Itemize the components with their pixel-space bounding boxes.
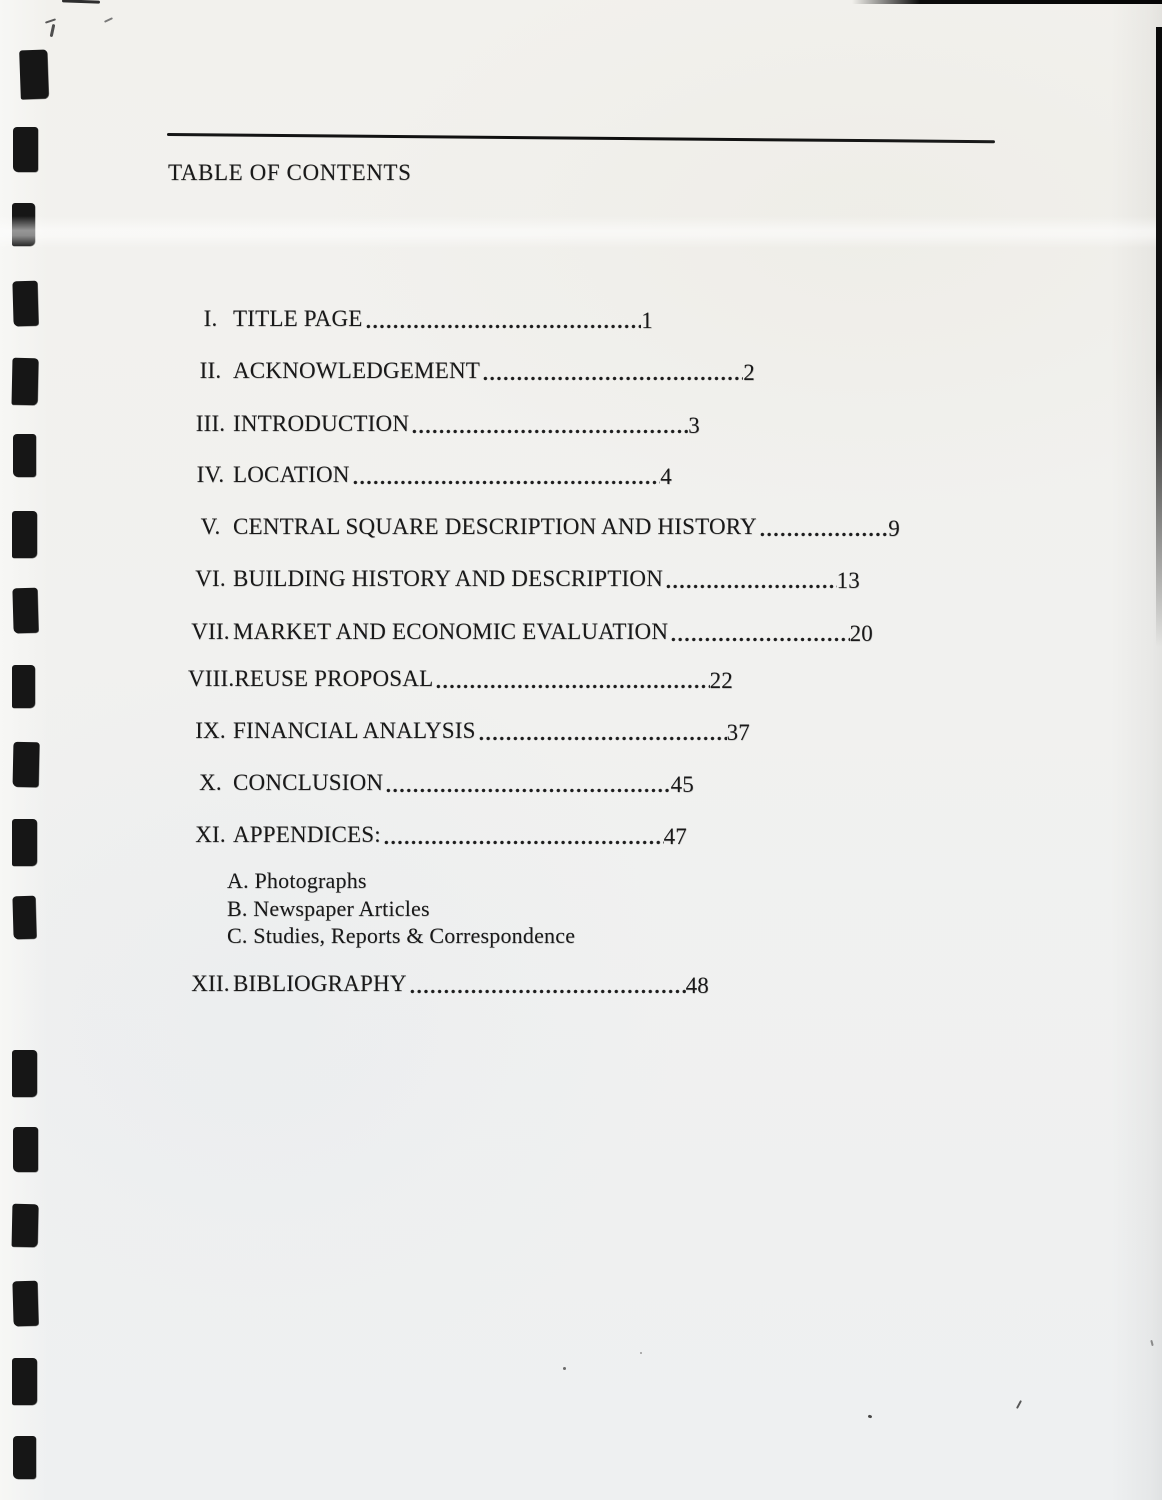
toc-entry-page-number: 20 [849,621,873,646]
toc-entry-title: FINANCIAL ANALYSIS [233,718,476,743]
binding-mark [12,819,37,866]
dot-leader [482,356,743,386]
scan-speck [1150,1340,1153,1346]
toc-entry-page-number: 1 [641,308,653,333]
toc-entry-numeral: XII. [191,971,230,996]
dot-leader [365,304,642,334]
binding-mark [12,1204,39,1248]
binding-mark [12,1358,37,1405]
binding-mark [13,742,40,788]
binding-mark [13,127,38,172]
toc-entry-page-number: 2 [743,360,755,385]
toc-entry-page-number: 45 [670,772,694,797]
binding-mark [12,1050,37,1097]
toc-entry-page-number: 22 [709,668,733,693]
scan-edge-mark [62,0,100,4]
scan-speck [563,1367,566,1370]
appendix-list [227,867,575,950]
binding-mark [12,203,35,246]
dot-leader [759,512,888,542]
toc-entry-title: REUSE PROPOSAL [234,666,434,691]
binding-mark [13,434,36,477]
toc-entry-title: TITLE PAGE [233,306,363,331]
binding-strip [0,0,60,1500]
toc-entry-title: BUILDING HISTORY AND DESCRIPTION [233,566,664,591]
toc-entry-page-number: 9 [888,516,900,541]
toc-entry [188,716,750,746]
header-rule [167,133,995,143]
toc-entry-title: BIBLIOGRAPHY [233,971,407,996]
toc-entry-title: LOCATION [233,462,350,487]
toc-entry-title: INTRODUCTION [233,411,410,436]
toc-entry-title: APPENDICES: [233,822,381,847]
toc-entry-title: CONCLUSION [233,770,384,795]
toc-entry [188,617,873,647]
toc-entry [188,664,733,694]
binding-mark [12,358,39,406]
toc-entry-numeral: IX. [195,718,226,743]
scan-speck [1016,1400,1022,1409]
toc-entry-numeral: VI. [195,566,226,591]
toc-entry [188,969,709,999]
scan-light-band [0,216,1162,248]
toc-entry [188,820,687,850]
binding-mark [13,1127,38,1172]
binding-mark [19,50,49,100]
toc-entry-numeral: V. [200,514,221,539]
dot-leader [411,409,688,439]
toc-entry-page-number: 4 [660,464,672,489]
pen-mark [104,17,113,23]
toc-entry [188,768,694,798]
binding-mark [12,1281,38,1327]
toc-entry-page-number: 47 [663,824,687,849]
dot-leader [435,664,709,694]
scan-edge-shadow-right [1156,27,1162,647]
binding-mark [12,665,35,708]
binding-mark [12,588,38,634]
toc-entry-page-number: 37 [726,720,750,745]
appendix-item: C. Studies, Reports & Correspondence [227,923,576,948]
toc-entry [188,356,755,386]
page-title: TABLE OF CONTENTS [168,160,412,185]
dot-leader [383,820,664,850]
dot-leader [409,969,686,999]
toc-entry-numeral: VII. [191,619,230,644]
dot-leader [478,716,727,746]
toc-entry [188,460,672,490]
toc-entry-numeral: IV. [196,462,225,487]
dot-leader [352,460,661,490]
binding-mark [12,511,37,558]
toc-entry-numeral: I. [203,306,218,331]
toc-entry-numeral: III. [195,411,226,436]
toc-entry-numeral: VIII. [188,666,235,691]
binding-mark [12,281,38,327]
toc-entry-numeral: XI. [195,822,226,847]
toc-entry [188,512,900,542]
toc-entry-title: ACKNOWLEDGEMENT [233,358,481,383]
toc-entry-numeral: X. [199,770,222,795]
dot-leader [665,564,837,594]
scan-speck [640,1352,642,1354]
scan-speck [868,1414,873,1418]
toc-entry-title: MARKET AND ECONOMIC EVALUATION [233,619,669,644]
appendix-item: B. Newspaper Articles [227,895,430,921]
dot-leader [670,617,849,647]
toc-entry [188,304,653,334]
toc-entry [188,564,860,594]
binding-mark [13,1436,36,1479]
scan-edge-shadow-top [852,0,1162,4]
dot-leader [385,768,670,798]
toc-entry-numeral: II. [199,358,222,383]
toc-entry-page-number: 3 [688,413,700,438]
appendix-item: A. Photographs [227,868,367,893]
binding-mark [12,896,36,940]
toc-entry [188,409,700,439]
toc-entry-title: CENTRAL SQUARE DESCRIPTION AND HISTORY [233,514,757,539]
toc-entry-page-number: 48 [685,973,709,998]
toc-entry-page-number: 13 [836,568,860,593]
